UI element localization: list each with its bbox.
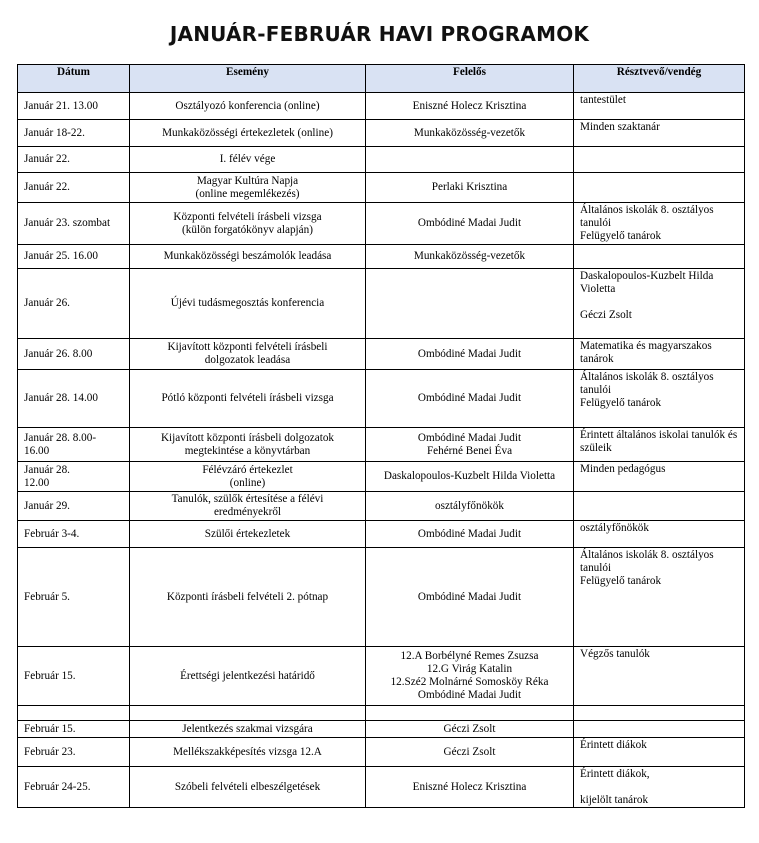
cell-responsible: Géczi Zsolt [366,738,574,767]
cell-responsible: Ombódiné Madai Judit [366,203,574,245]
cell-event: I. félév vége [130,147,366,173]
cell-participants: osztályfőnökök [574,521,745,548]
cell-event: Pótló központi felvételi írásbeli vizsga [130,370,366,428]
cell-event: Kijavított központi felvételi írásbeli dolgozatok leadása [130,339,366,370]
cell-date: Január 26. 8.00 [18,339,130,370]
cell-event: Munkaközösségi értekezletek (online) [130,120,366,147]
cell-responsible: 12.A Borbélyné Remes Zsuzsa 12.G Virág Katalin 12.Szé2 Molnárné Somosköy Réka Ombódiné Madai Judit [366,647,574,706]
cell-responsible [366,147,574,173]
cell-date: Február 23. [18,738,130,767]
table-row [18,120,745,147]
table-row [18,767,745,808]
table-row [18,245,745,269]
table-row [18,548,745,647]
cell-date: Január 23. szombat [18,203,130,245]
cell-participants [574,492,745,521]
cell-event: Jelentkezés szakmai vizsgára [130,721,366,738]
cell-responsible: osztályfőnökök [366,492,574,521]
cell-date: Január 28. 14.00 [18,370,130,428]
cell-responsible: Eniszné Holecz Krisztina [366,767,574,808]
cell-date: Február 24-25. [18,767,130,808]
cell-event: Magyar Kultúra Napja (online megemlékezés) [130,173,366,203]
cell-responsible [366,269,574,339]
cell-participants: Daskalopoulos-Kuzbelt Hilda Violetta Géczi Zsolt [574,269,745,339]
table-row [18,269,745,339]
cell-event: Munkaközösségi beszámolók leadása [130,245,366,269]
cell-date [18,706,130,721]
cell-event: Tanulók, szülők értesítése a félévi eredményekről [130,492,366,521]
column-header-participants: Résztvevő/vendég [574,65,745,93]
table-row [18,203,745,245]
cell-participants: Minden szaktanár [574,120,745,147]
table-row [18,706,745,721]
cell-participants: Érintett diákok [574,738,745,767]
cell-responsible: Munkaközösség-vezetők [366,120,574,147]
cell-participants [574,721,745,738]
table-row [18,521,745,548]
cell-participants: tantestület [574,93,745,120]
table-row [18,370,745,428]
cell-date: Január 25. 16.00 [18,245,130,269]
cell-participants [574,173,745,203]
cell-participants: Általános iskolák 8. osztályos tanulói Felügyelő tanárok [574,548,745,647]
cell-event: Osztályozó konferencia (online) [130,93,366,120]
table-row [18,428,745,462]
cell-participants: Matematika és magyarszakos tanárok [574,339,745,370]
cell-responsible [366,706,574,721]
table-body [18,93,745,808]
cell-participants [574,245,745,269]
cell-date: Február 15. [18,721,130,738]
table-row [18,93,745,120]
column-header-event: Esemény [130,65,366,93]
cell-date: Február 5. [18,548,130,647]
cell-event: Érettségi jelentkezési határidő [130,647,366,706]
cell-responsible: Ombódiné Madai Judit [366,521,574,548]
cell-responsible: Géczi Zsolt [366,721,574,738]
cell-event [130,706,366,721]
cell-responsible: Daskalopoulos-Kuzbelt Hilda Violetta [366,462,574,492]
cell-date: Január 18-22. [18,120,130,147]
cell-responsible: Ombódiné Madai Judit [366,548,574,647]
cell-participants: Érintett diákok, kijelölt tanárok [574,767,745,808]
table-row [18,647,745,706]
cell-event: Mellékszakképesítés vizsga 12.A [130,738,366,767]
cell-participants: Általános iskolák 8. osztályos tanulói Felügyelő tanárok [574,203,745,245]
cell-date: Január 29. [18,492,130,521]
cell-date: Február 3-4. [18,521,130,548]
cell-responsible: Ombódiné Madai Judit Fehérné Benei Éva [366,428,574,462]
cell-date: Január 28. 8.00- 16.00 [18,428,130,462]
cell-participants: Végzős tanulók [574,647,745,706]
table-row [18,721,745,738]
cell-date: Január 21. 13.00 [18,93,130,120]
cell-responsible: Ombódiné Madai Judit [366,370,574,428]
program-table [17,64,745,808]
cell-participants: Általános iskolák 8. osztályos tanulói Felügyelő tanárok [574,370,745,428]
table-row [18,173,745,203]
cell-participants: Érintett általános iskolai tanulók és szüleik [574,428,745,462]
table-row [18,492,745,521]
cell-event: Újévi tudásmegosztás konferencia [130,269,366,339]
cell-date: Február 15. [18,647,130,706]
cell-participants [574,706,745,721]
cell-date: Január 26. [18,269,130,339]
cell-event: Központi felvételi írásbeli vizsga (külön forgatókönyv alapján) [130,203,366,245]
cell-event: Központi írásbeli felvételi 2. pótnap [130,548,366,647]
cell-responsible: Ombódiné Madai Judit [366,339,574,370]
cell-responsible: Perlaki Krisztina [366,173,574,203]
cell-responsible: Munkaközösség-vezetők [366,245,574,269]
table-row [18,339,745,370]
cell-event: Félévzáró értekezlet (online) [130,462,366,492]
cell-participants [574,147,745,173]
cell-event: Szülői értekezletek [130,521,366,548]
cell-date: Január 22. [18,147,130,173]
page-title: JANUÁR-FEBRUÁR HAVI PROGRAMOK [169,22,590,46]
cell-responsible: Eniszné Holecz Krisztina [366,93,574,120]
cell-event: Szóbeli felvételi elbeszélgetések [130,767,366,808]
cell-date: Január 22. [18,173,130,203]
table-header-row [18,65,745,93]
table-row [18,147,745,173]
cell-participants: Minden pedagógus [574,462,745,492]
cell-date: Január 28. 12.00 [18,462,130,492]
table-row [18,738,745,767]
table-row [18,462,745,492]
column-header-date: Dátum [18,65,130,93]
cell-event: Kijavított központi írásbeli dolgozatok megtekintése a könyvtárban [130,428,366,462]
column-header-responsible: Felelős [366,65,574,93]
